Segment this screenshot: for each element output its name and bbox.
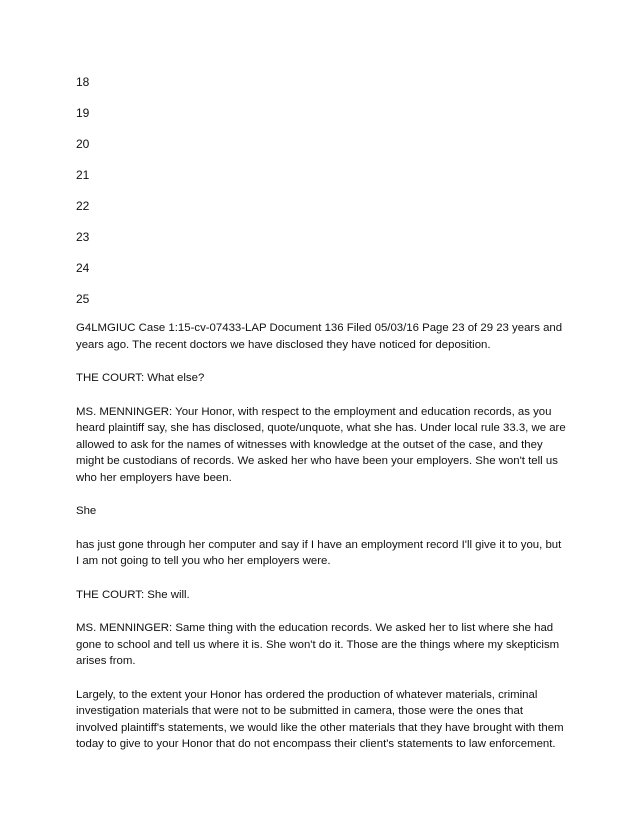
transcript-body [76,320,566,770]
line-number: 20 [76,137,90,151]
transcript-paragraph: THE COURT: What else? [76,372,205,384]
line-number: 18 [76,75,90,89]
transcript-paragraph-header: G4LMGIUC Case 1:15-cv-07433-LAP Document 136 Filed 05/03/16 Page 23 of 29 23 years and years ago. The recent doctors we have disclosed they have noticed for deposition. [76,322,563,351]
transcript-paragraph: MS. MENNINGER: Your Honor, with respect to the employment and education records, as you heard plaintiff say, she has disclosed, quote/unquote, what she has. Under local rule 33.3, we are allowed to ask for the names of witnesses with knowledge at the outset of the case, and they might be custodians of records. We asked her who have been your employers. She won't tell us who her employers have been. [76,405,566,484]
transcript-paragraph: Largely, to the extent your Honor has ordered the production of whatever materials, criminal investigation materials that were not to be submitted in camera, those were the ones that involved plaintiff's statements, we would like the other materials that they have brought with them today to give to your Honor that do not encompass their client's statements to law enforcement. [76,688,564,750]
line-number: 23 [76,230,90,244]
transcript-paragraph: has just gone through her computer and say if I have an employment record I'll give it to you, but I am not going to tell you who her employers were. [76,538,562,567]
line-number: 19 [76,106,90,120]
line-number-column [76,74,89,322]
line-number: 22 [76,199,90,213]
line-number: 24 [76,261,90,275]
transcript-paragraph: THE COURT: She will. [76,588,190,601]
transcript-paragraph: MS. MENNINGER: Same thing with the education records. We asked her to list where she had gone to school and tell us where it is. She won't do it. Those are the things where my skepticism arises from. [76,622,560,667]
line-number: 21 [76,168,90,182]
transcript-paragraph: She [76,505,97,517]
line-number: 25 [76,292,90,306]
